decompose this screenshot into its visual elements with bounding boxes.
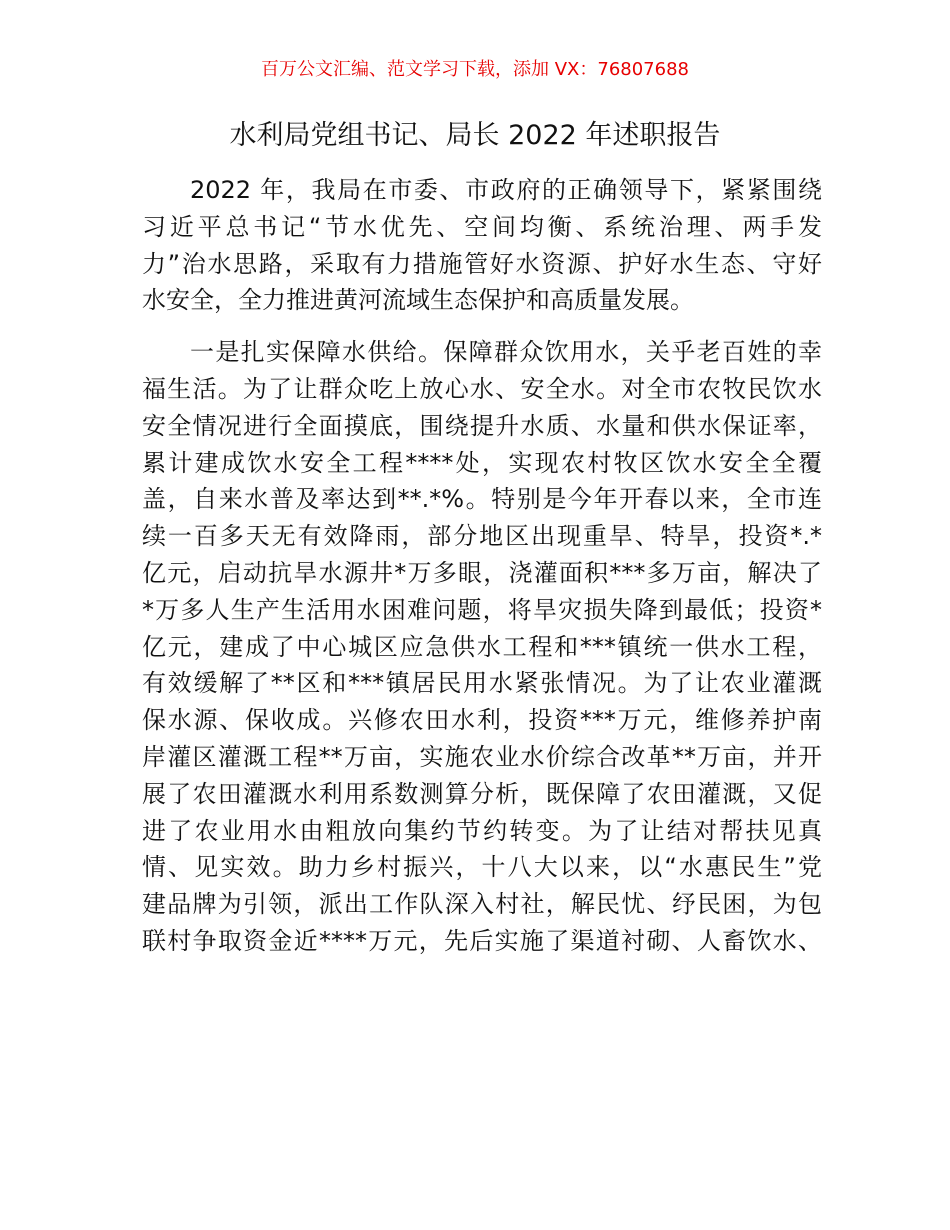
paragraph-water-supply xyxy=(142,334,822,960)
paragraph-line: 进了农业用水由粗放向集约节约转变。为了让结对帮扶见真 xyxy=(142,816,822,845)
paragraph-spacer xyxy=(142,319,822,334)
paragraph-line: 展了农田灌溉水利用系数测算分析，既保障了农田灌溉，又促 xyxy=(142,779,822,808)
paragraph-line: 习近平总书记“节水优先、空间均衡、系统治理、两手发 xyxy=(142,212,822,241)
paragraph-line: 情、见实效。助力乡村振兴，十八大以来，以“水惠民生”党 xyxy=(142,853,822,882)
paragraph-line: 岸灌区灌溉工程**万亩，实施农业水价综合改革**万亩，并开 xyxy=(142,742,822,771)
paragraph-line: 亿元，启动抗旱水源井*万多眼，浇灌面积***多万亩，解决了 xyxy=(142,558,822,587)
paragraph-line: 福生活。为了让群众吃上放心水、安全水。对全市农牧民饮水 xyxy=(142,374,822,403)
paragraph-line: 累计建成饮水安全工程****处，实现农村牧区饮水安全全覆 xyxy=(142,448,822,477)
paragraph-line: 一是扎实保障水供给。保障群众饮用水，关乎老百姓的幸 xyxy=(190,338,822,367)
document-body xyxy=(142,172,822,960)
paragraph-line: 盖，自来水普及率达到**.*%。特别是今年开春以来，全市连 xyxy=(142,485,822,514)
document-title: 水利局党组书记、局长 2022 年述职报告 xyxy=(229,120,721,151)
paragraph-line: 水安全，全力推进黄河流域生态保护和高质量发展。 xyxy=(142,286,694,315)
paragraph-line: 力”治水思路，采取有力措施管好水资源、护好水生态、守好 xyxy=(142,249,822,278)
paragraph-line: 安全情况进行全面摸底，围绕提升水质、水量和供水保证率， xyxy=(142,411,822,440)
paragraph-intro xyxy=(142,172,822,319)
paragraph-line: 保水源、保收成。兴修农田水利，投资***万元，维修养护南 xyxy=(142,706,822,735)
paragraph-line: 亿元，建成了中心城区应急供水工程和***镇统一供水工程， xyxy=(142,632,822,661)
watermark-header: 百万公文汇编、范文学习下载，添加 VX：76807688 xyxy=(261,59,689,80)
paragraph-line: 有效缓解了**区和***镇居民用水紧张情况。为了让农业灌溉 xyxy=(142,669,822,698)
paragraph-line: 建品牌为引领，派出工作队深入村社，解民忧、纾民困，为包 xyxy=(142,890,822,919)
paragraph-line: *万多人生产生活用水困难问题，将旱灾损失降到最低；投资* xyxy=(142,595,822,624)
paragraph-line: 2022 年，我局在市委、市政府的正确领导下，紧紧围绕 xyxy=(190,176,822,204)
paragraph-line: 联村争取资金近****万元，先后实施了渠道衬砌、人畜饮水、 xyxy=(142,926,822,955)
paragraph-line: 续一百多天无有效降雨，部分地区出现重旱、特旱，投资*.* xyxy=(142,522,822,551)
